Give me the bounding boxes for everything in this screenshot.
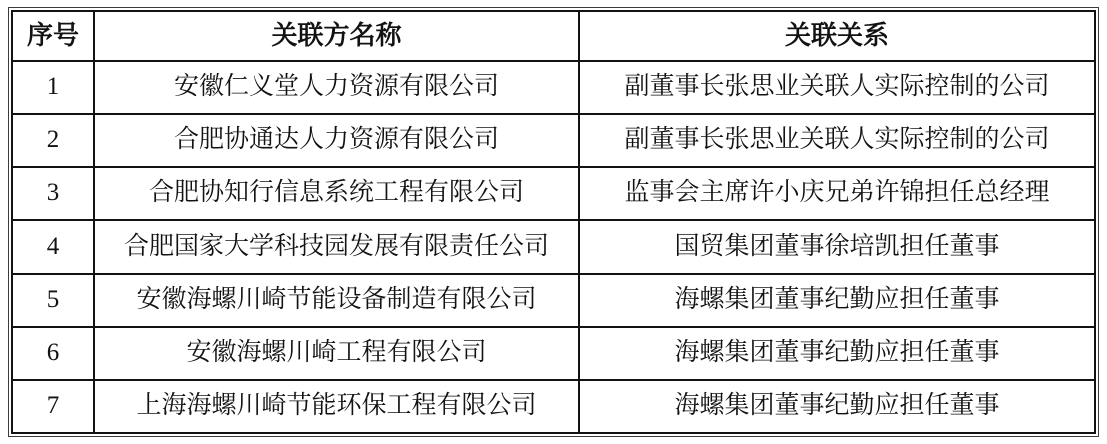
relation-cell: 副董事长张思业关联人实际控制的公司 [579,114,1095,167]
table-row [12,61,1095,114]
party-name-cell: 安徽仁义堂人力资源有限公司 [94,61,579,114]
table-row [12,114,1095,167]
header-cell-no: 序号 [12,11,94,61]
row-number-cell: 4 [12,220,94,273]
row-number-cell: 6 [12,327,94,380]
party-name-cell: 上海海螺川崎节能环保工程有限公司 [94,380,579,433]
party-name-cell: 安徽海螺川崎节能设备制造有限公司 [94,274,579,327]
relation-cell: 海螺集团董事纪勤应担任董事 [579,380,1095,433]
relation-cell: 海螺集团董事纪勤应担任董事 [579,327,1095,380]
table-row [12,380,1095,433]
related-party-table [11,10,1096,434]
row-number-cell: 5 [12,274,94,327]
row-number-cell: 7 [12,380,94,433]
table-row [12,327,1095,380]
table-header-row [12,11,1095,61]
row-number-cell: 3 [12,167,94,220]
table-body [12,61,1095,433]
party-name-cell: 合肥国家大学科技园发展有限责任公司 [94,220,579,273]
table-row [12,167,1095,220]
related-party-table-frame [8,7,1099,437]
relation-cell: 海螺集团董事纪勤应担任董事 [579,274,1095,327]
header-cell-relation: 关联关系 [579,11,1095,61]
party-name-cell: 安徽海螺川崎工程有限公司 [94,327,579,380]
party-name-cell: 合肥协通达人力资源有限公司 [94,114,579,167]
table-row [12,274,1095,327]
row-number-cell: 1 [12,61,94,114]
relation-cell: 监事会主席许小庆兄弟许锦担任总经理 [579,167,1095,220]
relation-cell: 国贸集团董事徐培凯担任董事 [579,220,1095,273]
row-number-cell: 2 [12,114,94,167]
relation-cell: 副董事长张思业关联人实际控制的公司 [579,61,1095,114]
header-cell-party-name: 关联方名称 [94,11,579,61]
table-row [12,220,1095,273]
party-name-cell: 合肥协知行信息系统工程有限公司 [94,167,579,220]
